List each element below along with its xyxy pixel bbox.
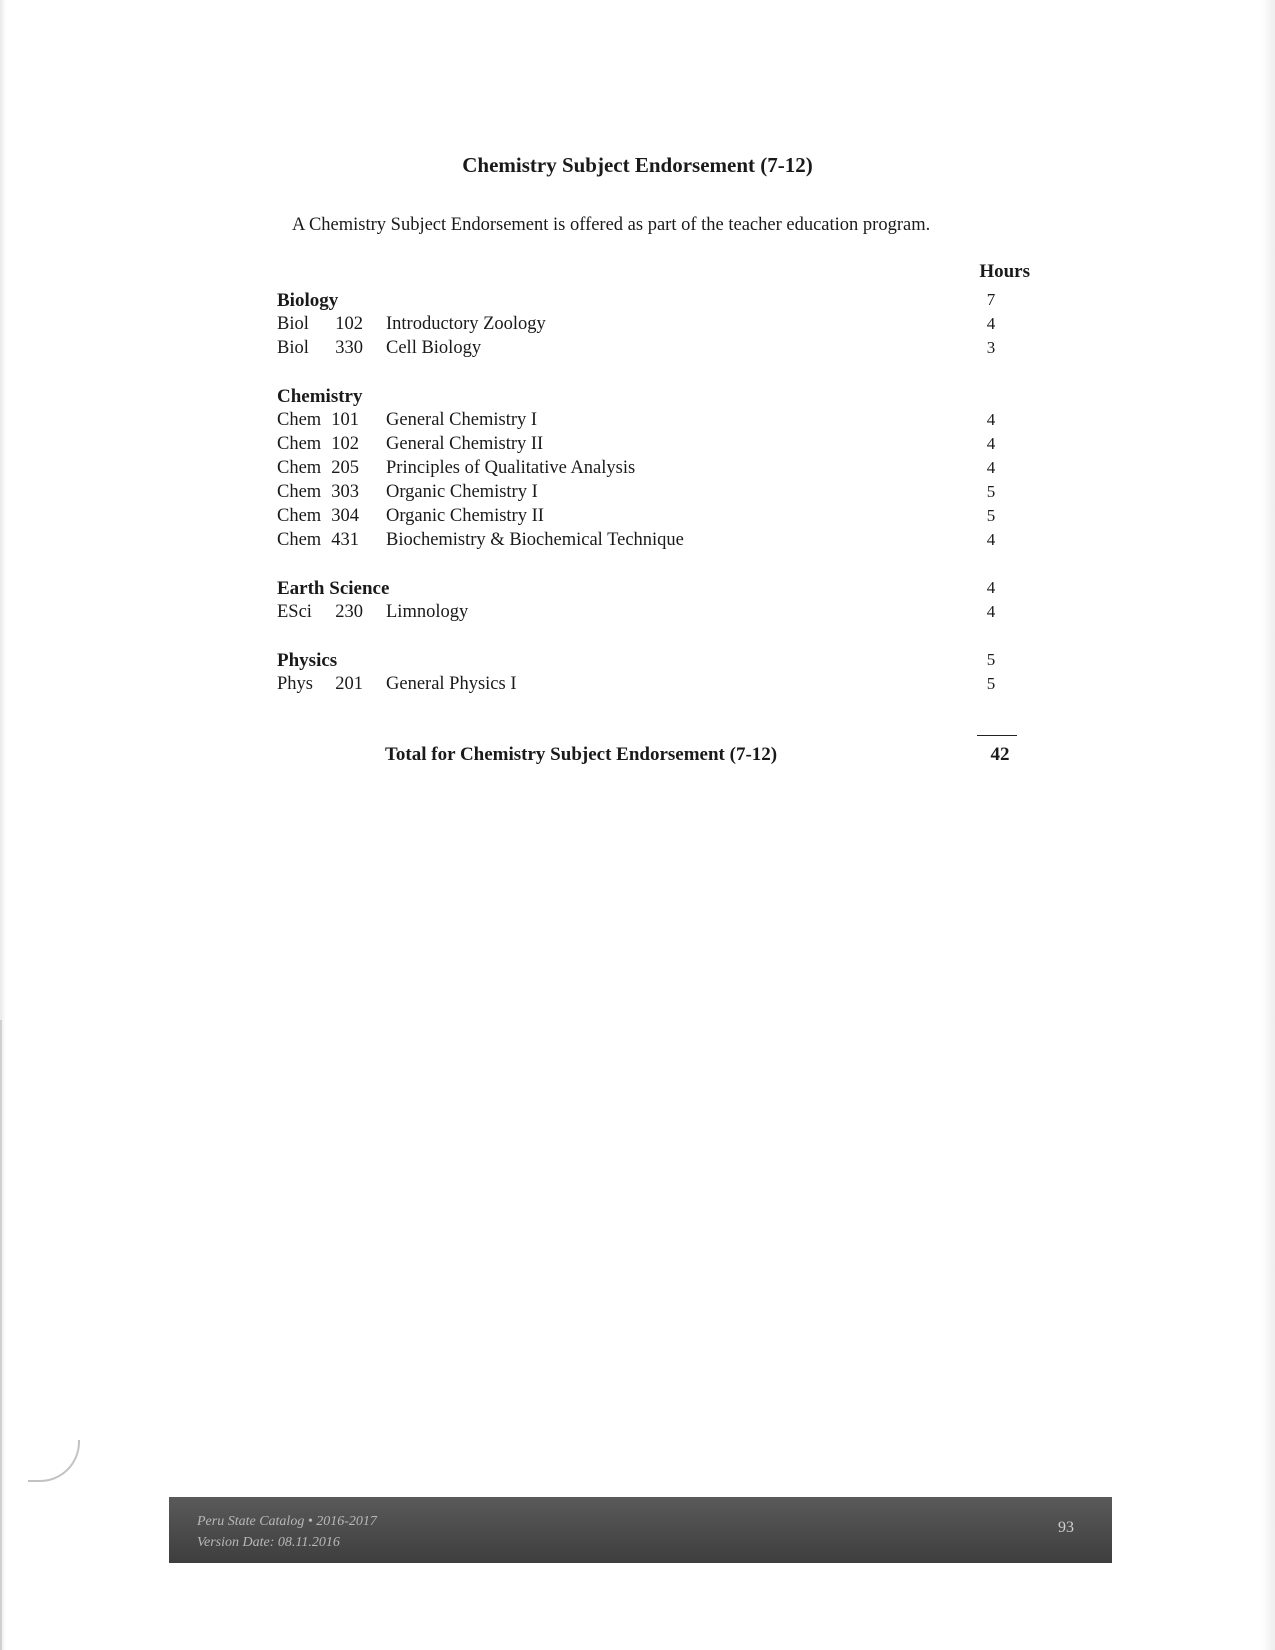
course-hours: 4 <box>986 410 996 429</box>
scan-edge-left-lower <box>0 1020 2 1650</box>
page-title: Chemistry Subject Endorsement (7-12) <box>462 153 813 177</box>
section-heading-biology: Biology <box>277 290 339 311</box>
course-title: Organic Chemistry I <box>386 482 538 502</box>
course-number: 230 <box>335 602 363 622</box>
course-number: 101 <box>331 410 359 430</box>
course-row <box>277 506 1007 530</box>
course-row <box>277 410 1007 434</box>
course-title: General Chemistry I <box>386 410 538 430</box>
scan-mark <box>28 1440 80 1482</box>
total-rule <box>977 735 1017 736</box>
course-hours: 4 <box>986 530 996 549</box>
hours-column-header: Hours <box>979 261 1030 282</box>
course-title: Limnology <box>386 602 469 622</box>
course-hours: 4 <box>986 434 996 453</box>
course-row <box>277 434 1007 458</box>
course-number: 330 <box>335 338 363 358</box>
course-dept: Biol <box>277 314 309 334</box>
course-dept: Chem <box>277 482 322 502</box>
course-row <box>277 674 1007 698</box>
course-hours: 3 <box>986 338 996 357</box>
course-dept: Chem <box>277 458 322 478</box>
course-dept: Chem <box>277 410 322 430</box>
course-row <box>277 482 1007 506</box>
section-heading-physics: Physics <box>277 650 338 671</box>
course-dept: Biol <box>277 338 309 358</box>
course-title: Organic Chemistry II <box>386 506 544 526</box>
course-title: General Chemistry II <box>386 434 544 454</box>
course-number: 102 <box>335 314 363 334</box>
course-number: 431 <box>331 530 359 550</box>
total-hours-value: 42 <box>990 744 1010 765</box>
course-number: 102 <box>331 434 359 454</box>
course-hours: 4 <box>986 458 996 477</box>
course-hours: 5 <box>986 674 996 693</box>
course-title: General Physics I <box>386 674 517 694</box>
course-hours: 4 <box>986 314 996 333</box>
footer-version-line: Version Date: 08.11.2016 <box>197 1535 340 1550</box>
course-row <box>277 458 1007 482</box>
footer-catalog-line: Peru State Catalog • 2016-2017 <box>197 1514 377 1529</box>
course-dept: Chem <box>277 506 322 526</box>
section-heading-chemistry: Chemistry <box>277 386 363 407</box>
intro-text: A Chemistry Subject Endorsement is offered as part of the teacher education program. <box>292 215 931 235</box>
footer-bar <box>169 1497 1112 1563</box>
course-hours: 5 <box>986 506 996 525</box>
course-row <box>277 602 1007 626</box>
course-number: 201 <box>335 674 363 694</box>
course-row <box>277 530 1007 554</box>
course-title: Cell Biology <box>386 338 482 358</box>
course-number: 205 <box>331 458 359 478</box>
course-title: Biochemistry & Biochemical Technique <box>386 530 684 550</box>
course-hours: 5 <box>986 482 996 501</box>
course-number: 303 <box>331 482 359 502</box>
course-number: 304 <box>331 506 359 526</box>
course-title: Principles of Qualitative Analysis <box>386 458 636 478</box>
section-heading-earth-science: Earth Science <box>277 578 390 599</box>
course-dept: ESci <box>277 602 312 622</box>
course-title: Introductory Zoology <box>386 314 546 334</box>
course-hours: 4 <box>986 602 996 621</box>
total-label: Total for Chemistry Subject Endorsement (7-12) <box>385 744 778 765</box>
section-total-physics: 5 <box>986 650 996 669</box>
scan-edge-right <box>1261 0 1275 1650</box>
course-dept: Phys <box>277 674 313 694</box>
page-number: 93 <box>1058 1519 1074 1536</box>
section-total-biology: 7 <box>986 290 996 309</box>
section-total-earth-science: 4 <box>986 578 996 597</box>
course-row <box>277 338 1007 362</box>
course-row <box>277 314 1007 338</box>
course-dept: Chem <box>277 530 322 550</box>
course-dept: Chem <box>277 434 322 454</box>
